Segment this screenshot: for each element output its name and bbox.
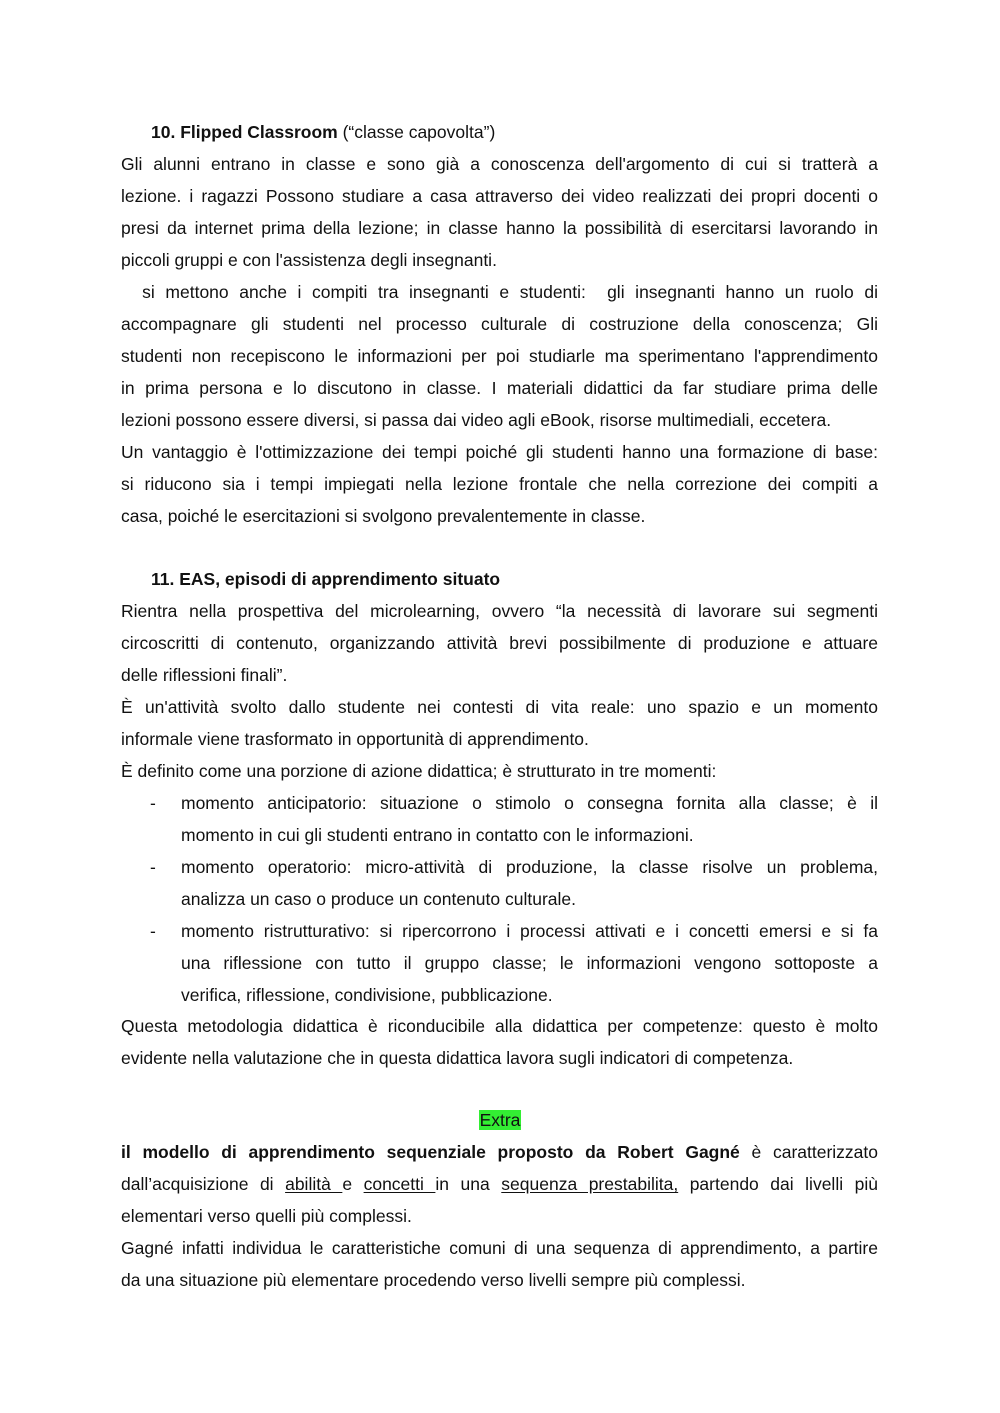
section-11-heading: 11. EAS, episodi di apprendimento situato	[151, 569, 501, 589]
extra-label-row	[0, 1104, 1000, 1136]
paragraph-line: È un'attività svolto dallo studente nei contesti di vita reale: uno spazio e un momento	[121, 697, 878, 717]
paragraph-line: Gli alunni entrano in classe e sono già a conoscenza dell'argomento di cui si tratterà a	[121, 154, 878, 174]
paragraph-line: informale viene trasformato in opportunità di apprendimento.	[121, 729, 589, 749]
bullet-dash: -	[150, 921, 156, 941]
paragraph-line: studenti non recepiscono le informazioni per poi studiarle ma sperimentano l'apprendimento	[121, 346, 878, 366]
extra-text: dall’acquisizione di	[121, 1174, 286, 1194]
paragraph-line: Rientra nella prospettiva del microlearning, ovvero “la necessità di lavorare sui segmenti	[121, 601, 878, 621]
extra-text: è caratterizzato	[739, 1142, 879, 1162]
list-item-line: momento ristrutturativo: si ripercorrono i processi attivati e i concetti emersi e si fa	[181, 921, 878, 941]
paragraph-line: si riducono sia i tempi impiegati nella lezione frontale che nella correzione dei compiti a	[121, 474, 878, 494]
paragraph-line: Questa metodologia didattica è riconducibile alla didattica per competenze: questo è molto	[121, 1016, 878, 1036]
extra-paragraph-line: elementari verso quelli più complessi.	[121, 1206, 412, 1226]
extra-highlight-label: Extra	[479, 1110, 521, 1130]
section-10-title: 10. Flipped Classroom	[151, 122, 338, 142]
bullet-dash: -	[150, 793, 156, 813]
paragraph-line: presi da internet prima della lezione; in classe hanno la possibilità di esercitarsi lavorando in	[121, 218, 878, 238]
paragraph-line: piccoli gruppi e con l'assistenza degli insegnanti.	[121, 250, 497, 270]
list-item-line: verifica, riflessione, condivisione, pubblicazione.	[181, 985, 553, 1005]
list-item-line: una riflessione con tutto il gruppo classe; le informazioni vengono sottoposte a	[181, 953, 878, 973]
gagne-model-bold: il modello di apprendimento sequenziale proposto da Robert Gagné	[121, 1142, 740, 1162]
list-item-line: analizza un caso o produce un contenuto culturale.	[181, 889, 576, 909]
paragraph-line: Un vantaggio è l'ottimizzazione dei tempi poiché gli studenti hanno una formazione di base:	[121, 442, 878, 462]
paragraph-line: È definito come una porzione di azione didattica; è strutturato in tre momenti:	[121, 761, 717, 781]
extra-paragraph-line	[121, 1168, 878, 1200]
paragraph-line: delle riflessioni finali”.	[121, 665, 288, 685]
bullet-dash: -	[150, 857, 156, 877]
paragraph-line: in prima persona e lo discutono in classe. I materiali didattici da far studiare prima delle	[121, 378, 878, 398]
paragraph-line: casa, poiché le esercitazioni si svolgono prevalentemente in classe.	[121, 506, 646, 526]
underlined-abilita: abilità	[285, 1174, 343, 1194]
underlined-sequenza: sequenza prestabilita,	[501, 1174, 679, 1194]
paragraph-line: accompagnare gli studenti nel processo culturale di costruzione della conoscenza; Gli	[121, 314, 878, 334]
extra-text: in una	[435, 1174, 502, 1194]
paragraph-line: lezioni possono essere diversi, si passa dai video agli eBook, risorse multimediali, eccetera.	[121, 410, 832, 430]
list-item-line: momento operatorio: micro-attività di produzione, la classe risolve un problema,	[181, 857, 878, 877]
paragraph-line: lezione. i ragazzi Possono studiare a casa attraverso dei video realizzati dei propri docenti o	[121, 186, 878, 206]
paragraph-line: si mettono anche i compiti tra insegnanti e studenti: gli insegnanti hanno un ruolo di	[121, 282, 878, 302]
underlined-concetti: concetti	[363, 1174, 436, 1194]
paragraph-line: circoscritti di contenuto, organizzando attività brevi possibilmente di produzione e attuare	[121, 633, 878, 653]
list-item-line: momento anticipatorio: situazione o stimolo o consegna fornita alla classe; è il	[181, 793, 878, 813]
section-10-subtitle: (“classe capovolta”)	[337, 122, 496, 142]
list-item-line: momento in cui gli studenti entrano in contatto con le informazioni.	[181, 825, 694, 845]
section-10-heading	[151, 116, 495, 148]
extra-text: partendo dai livelli più	[678, 1174, 878, 1194]
paragraph-line: evidente nella valutazione che in questa didattica lavora sugli indicatori di competenza.	[121, 1048, 794, 1068]
extra-paragraph-line: Gagné infatti individua le caratteristiche comuni di una sequenza di apprendimento, a partire	[121, 1238, 878, 1258]
extra-paragraph-line	[121, 1136, 878, 1168]
extra-text: e	[342, 1174, 364, 1194]
extra-paragraph-line: da una situazione più elementare procedendo verso livelli sempre più complessi.	[121, 1270, 746, 1290]
